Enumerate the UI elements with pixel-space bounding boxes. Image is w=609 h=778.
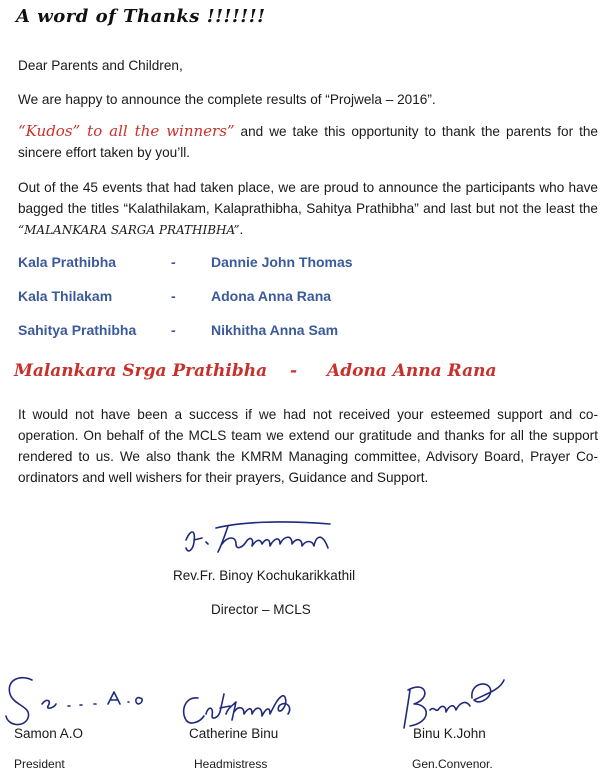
headmistress-signature — [178, 684, 298, 730]
president-signature — [2, 672, 162, 732]
headmistress-name: Catherine Binu — [189, 726, 279, 741]
convenor-name: Binu K.John — [413, 726, 486, 741]
winner-name: Adona Anna Rana — [211, 288, 332, 304]
director-role: Director – MCLS — [211, 602, 311, 617]
winner-name: Nikhitha Anna Sam — [211, 322, 339, 338]
director-name: Rev.Fr. Binoy Kochukarikkathil — [173, 568, 356, 583]
letter-heading: A word of Thanks !!!!!!! — [16, 6, 266, 27]
winner-title: Kala Prathibha — [18, 254, 117, 270]
titles-intro: Out of the 45 events that had taken place, we are proud to announce the participants who have bagged the titles “Kalathilakam, Kalaprathibha, Sahitya Prathibha” and last but not the least the — [18, 180, 598, 216]
winner-title: Kala Thilakam — [18, 288, 113, 304]
president-name: Samon A.O — [14, 726, 84, 741]
winner-separator: - — [171, 254, 176, 270]
winner-name: Dannie John Thomas — [211, 254, 353, 270]
salutation: Dear Parents and Children, — [18, 58, 183, 73]
winner-title: Sahitya Prathibha — [18, 322, 137, 338]
president-role: President — [14, 757, 65, 771]
titles-highlight: “MALANKARA SARGA PRATHIBHA” — [18, 223, 240, 237]
closing-paragraph: It would not have been a success if we had not received your esteemed support and co-operation. On behalf of the MCLS team we extend our gratitude and thanks for all the support rendered to us. We also thank the KMRM Managing committee, Advisory Board, Prayer Co-ordinators and well wishers for their prayers, Guidance and Support. — [18, 407, 598, 485]
kudos-text: and we take this opportunity to thank the parents for the sincere effort taken by you’ll. — [18, 124, 598, 160]
grand-winner-name: Adona Anna Rana — [327, 361, 497, 381]
grand-winner-title: Malankara Srga Prathibha — [14, 361, 268, 381]
convenor-role: Gen.Convenor. — [412, 757, 493, 771]
titles-paragraph: Out of the 45 events that had taken place, we are proud to announce the participants who have bagged the titles “Kalathilakam, Kalaprathibha, Sahitya Prathibha” and last but not the least the “MALANKARA SARGA PRATHIBHA”. — [18, 180, 598, 237]
kudos-paragraph — [18, 121, 598, 163]
announcement: We are happy to announce the complete results of “Projwela – 2016”. — [18, 92, 436, 107]
winner-separator: - — [171, 288, 176, 304]
winner-separator: - — [171, 322, 176, 338]
grand-winner-separator: - — [290, 361, 298, 381]
headmistress-role: Headmistress — [194, 757, 268, 771]
director-signature — [180, 518, 340, 568]
kudos-highlight: “Kudos” to all the winners” — [18, 122, 235, 140]
